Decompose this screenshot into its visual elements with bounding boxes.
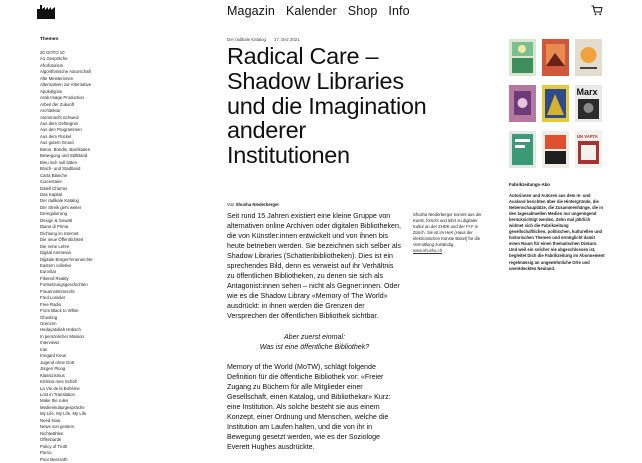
topic-link[interactable]: Digitale Bürger*innenrechte: [40, 256, 93, 262]
issue-cover[interactable]: [509, 85, 536, 122]
issue-cover-marx[interactable]: [575, 85, 602, 122]
topic-link[interactable]: Carta Blanche: [40, 172, 68, 178]
cover-art-yellow: [542, 85, 569, 122]
topic-link[interactable]: Dichtung im Internet: [40, 230, 79, 236]
subscription-heading[interactable]: Fabrikzeitungs-Abo: [509, 182, 550, 187]
cover-art-green: [509, 39, 536, 76]
issue-covers: [509, 39, 609, 177]
topic-link[interactable]: 20 GOTO 10: [40, 50, 65, 55]
article-meta: [227, 37, 300, 42]
cover-art-purple: [509, 85, 536, 122]
topic-link[interactable]: Poor Beersoth: [40, 456, 68, 462]
issue-cover[interactable]: [575, 39, 602, 76]
topic-link[interactable]: News von gestern: [40, 424, 75, 430]
topic-link[interactable]: My Life, My Life, My Life: [40, 411, 87, 417]
topic-link[interactable]: Free Radio: [40, 301, 62, 307]
topic-link[interactable]: Hedayatullah Hübsch: [40, 327, 81, 333]
topic-link[interactable]: Frauenstimmrecht: [40, 288, 75, 294]
cover-vapta-text: ÜN VAPTA: [577, 134, 598, 139]
issue-cover[interactable]: [542, 39, 569, 76]
cover-marx-text: Marx: [576, 87, 598, 97]
author-bio-text: Shusha Niederberger kommt aus der Kunst, forscht und lehrt zu digitaler Kultur an der ZHDK und der F+F in Zürich. Sie ist im HeK (Haus der elektronischen Künste Basel) für die Vermittlung zuständig.: [413, 212, 482, 248]
cover-art-red: [542, 39, 569, 76]
topic-link[interactable]: Eastern colletive: [40, 262, 72, 268]
topic-link[interactable]: Digital Ammesia: [40, 250, 71, 256]
topic-link[interactable]: Arab Image Production: [40, 95, 84, 101]
topic-link[interactable]: In persönlicher Mission: [40, 333, 84, 339]
topic-link[interactable]: Afrofuturism: [40, 62, 64, 68]
subscription-text: Autorinnen und Autoren aus dem In- und Ausland berichten über die Hintergründe, die Nebenschauplätze, die Zusammenhänge, die in den tagesaktuellen Medien nur ungenügend berücksichtigt werden. Zehn mal jährlich widmet sich die Fabrikzeitung gesellschaftlichen, politischen, kulturellen und historischen Themen und ermöglicht damit einen Raum für einen thematischen Diskurs. Und weil ein solcher nie abgeschlossen ist, begleitet Dich die Fabrikzeitung im Abonnement regelmässig an ungewöhnliche Orte und unentdeckten Neuland.: [509, 193, 605, 271]
topic-link[interactable]: Cuicentaire: [40, 179, 62, 185]
nav-info[interactable]: Info: [388, 4, 410, 18]
quote-line: Aber zuerst einmal:: [283, 332, 346, 341]
topic-link[interactable]: Filtered Reality: [40, 275, 69, 281]
topic-link[interactable]: Grenzen: [40, 321, 57, 327]
article-paragraph: Memory of the World (MoTW), schlägt folgende Definition für die öffentliche Bibliothek vor: «Freier Zugang zu Büchern für alle Mitglieder einer Gesellschaft, einen Katalog, und Bibliothekar» Kurz: eine Institution. Als solche besteht sie aus einem Konzept, einer Ordnung und Menschen, welche die Institution am Laufen halten, und die von ihr in Bewegung gesetzt werden, wie es der Soziologe Everett Hughes ausdrückte.: [227, 362, 391, 451]
topic-link[interactable]: Brach- und Stadtland: [40, 166, 81, 172]
topic-link[interactable]: Architektur: [40, 108, 61, 114]
topic-link[interactable]: Atommacht Schweiz: [40, 114, 79, 120]
topic-link[interactable]: From Black to White: [40, 308, 79, 314]
cover-art-marx: [575, 85, 602, 122]
topic-link[interactable]: Alte Meisterinnen: [40, 75, 74, 81]
topic-link[interactable]: Deregulierung: [40, 211, 67, 217]
nav-magazin[interactable]: Magazin: [227, 4, 275, 18]
issue-cover[interactable]: [509, 131, 536, 168]
article-category[interactable]: Der radikale Katalog: [227, 37, 266, 42]
topic-link[interactable]: Beton, Bündle, Barrikaden: [40, 146, 91, 152]
author-prefix: Von: [227, 202, 235, 207]
topic-link[interactable]: Aus den Programmen: [40, 127, 82, 133]
topic-link[interactable]: Porno: [40, 450, 52, 456]
topic-link[interactable]: Eurostar: [40, 269, 57, 275]
topic-link[interactable]: Jürgen Ploog: [40, 366, 66, 372]
topic-link[interactable]: Make the rules: [40, 398, 69, 404]
topic-link[interactable]: Aus dem Rückel: [40, 133, 72, 139]
topic-link[interactable]: Alternativen zur Alternative: [40, 82, 92, 88]
cover-art-beige: [575, 39, 602, 76]
topic-link[interactable]: Klassizismus: [40, 372, 65, 378]
topic-link[interactable]: Need Now: [40, 417, 61, 423]
issue-cover[interactable]: [542, 85, 569, 122]
topic-link[interactable]: Der Streik geht weiter: [40, 204, 82, 210]
topic-link[interactable]: Fred Lonidier: [40, 295, 66, 301]
topic-link[interactable]: Iran: [40, 346, 48, 352]
article-pullquote: [227, 332, 402, 352]
topic-link[interactable]: Die reine Lehre: [40, 243, 70, 249]
author-website-link[interactable]: www.shusha.ch: [413, 248, 443, 254]
topic-link[interactable]: Algorithmische Autorschaft: [40, 69, 91, 75]
topic-link[interactable]: Medienkulturgespräche: [40, 404, 85, 410]
topic-link[interactable]: Irregard Keun: [40, 353, 67, 359]
topic-link[interactable]: Kristina mes Schöll: [40, 379, 77, 385]
main-nav: [227, 4, 410, 18]
article-body: [227, 211, 402, 452]
nav-kalender[interactable]: Kalender: [285, 4, 337, 18]
topic-link[interactable]: Fortsetzungsgeschichten: [40, 282, 88, 288]
topic-link[interactable]: A1 Gespräche: [40, 56, 68, 62]
topic-link[interactable]: Offenbarde: [40, 437, 62, 443]
topic-link[interactable]: Das Kapital: [40, 191, 62, 197]
fabrikzeitung-logo[interactable]: [36, 4, 56, 20]
cover-art-orange: [542, 131, 569, 168]
topic-link[interactable]: Arbeit der Zukunft: [40, 101, 75, 107]
topic-link[interactable]: Bieu isch null bitten: [40, 159, 78, 165]
topic-link[interactable]: Ghosting: [40, 314, 58, 320]
topic-link[interactable]: Der radikale Katalog: [40, 198, 79, 204]
topic-link[interactable]: La Vie de la Bohème: [40, 385, 80, 391]
author-bio: [413, 212, 485, 254]
article-date: 17. Dez 2021: [273, 37, 300, 42]
article-author: [227, 202, 279, 207]
topics-list: [40, 50, 190, 463]
shopping-cart-icon[interactable]: [591, 5, 603, 16]
quote-line: Was ist eine öffentliche Bibliothek?: [259, 342, 370, 351]
topic-link[interactable]: Aus gutem Grund: [40, 140, 74, 146]
topic-link[interactable]: Design & Gewalt: [40, 217, 73, 223]
cover-art-vapta: [575, 131, 602, 168]
article-paragraph: Seit rund 15 Jahren existiert eine kleine Gruppe von alternativen online Archiven oder digitalen Bibliotheken, die von Künstler:innen entwickelt und von ihnen bis heute betrieben werden. Sie bezeichnen sich selber als Shadow Libraries (Schattenbibliotheken). Dies ist ein sprechendes Bild, denn es verweist auf ihr Verhältnis zu öffentlichen Bibliotheken, zu denen sie sich als Antagonist:innen sehen – nicht als Gegner:innen. Oder wie es die Shadow Library «Memory of The World» ausdrückt: in ihnen werden die Grenzen der Versprechen der öffentlichen Bibliothek sichtbar.: [227, 212, 401, 321]
topics-heading: Themen: [40, 37, 59, 42]
topic-link[interactable]: Policy of Truth: [40, 443, 68, 449]
topic-link[interactable]: Aus dem Gefängnis: [40, 120, 78, 126]
topic-link[interactable]: Apokalypse: [40, 88, 63, 94]
topic-link[interactable]: Interviews: [40, 340, 60, 346]
nav-shop[interactable]: Shop: [347, 4, 378, 18]
topic-link[interactable]: Jugend ohne Gott: [40, 359, 75, 365]
topic-link[interactable]: Diane di Prima: [40, 224, 69, 230]
topics-sidebar: [40, 37, 190, 463]
issue-cover-vapta[interactable]: [575, 131, 602, 168]
topic-link[interactable]: Nichtwählen: [40, 430, 64, 436]
article-title: Radical Care – Shadow Libraries und die Imagination anderer Institutionen: [227, 43, 427, 169]
issue-cover[interactable]: [542, 131, 569, 168]
cover-art-teal: [509, 131, 536, 168]
topic-link[interactable]: Datell Charms: [40, 185, 68, 191]
issue-cover[interactable]: [509, 39, 536, 76]
topic-link[interactable]: Die neue Öffentlichkeit: [40, 237, 84, 243]
topic-link[interactable]: Lost in Translation: [40, 392, 75, 398]
author-name[interactable]: Shusha Niederberger: [235, 202, 280, 207]
topic-link[interactable]: Bewegung und Stillstand: [40, 153, 88, 159]
